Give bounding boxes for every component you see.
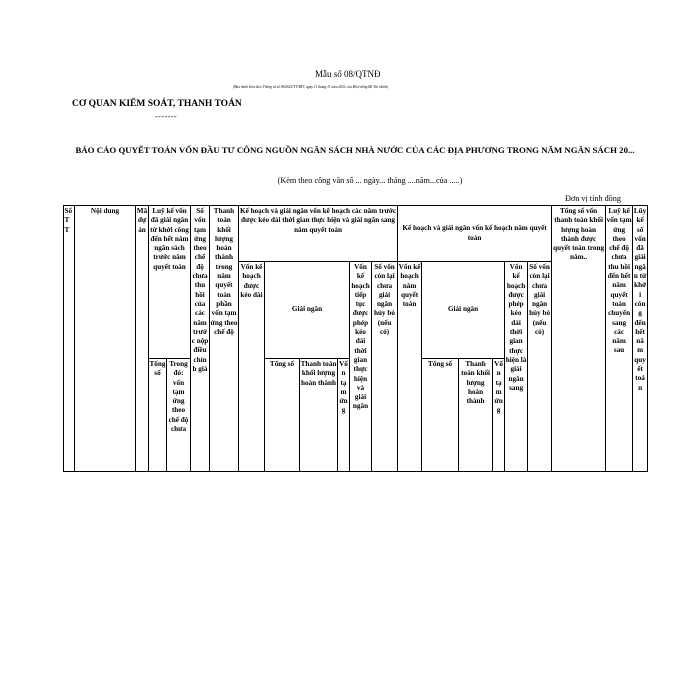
header-cur-total: Tổng số bbox=[422, 359, 459, 472]
header-prev-disbursement: Giải ngân bbox=[265, 262, 350, 359]
header-prev-advance: Vốn tạm ứng bbox=[338, 359, 350, 472]
header-cumulative-advance-unrecovered: Luỹ kế vốn tạm ứng theo chế độ chưa thu hồi đến hết năm quyết toán chuyển sang các năm sau bbox=[606, 206, 633, 472]
header-cumulative-advance: Trong đó: vốn tạm ứng theo chế độ chưa bbox=[167, 359, 191, 472]
header-content: Nội dung bbox=[75, 206, 136, 472]
unit-label: Đơn vị tính đồng bbox=[565, 194, 621, 203]
header-cur-advance: Vốn tạm ứng bbox=[493, 359, 505, 472]
agency-name: CƠ QUAN KIỂM SOÁT, THANH TOÁN bbox=[72, 99, 242, 109]
report-title: BÁO CÁO QUYẾT TOÁN VỐN ĐẦU TƯ CÔNG NGUỒN NGÂN SÁCH NHÀ NƯỚC CỦA CÁC ĐỊA PHƯƠNG TRONG NĂM NGÂN SÁCH 20... bbox=[75, 145, 635, 155]
header-advance-unrecovered: Số vốn tạm ứng theo chế độ chưa thu hồi của các năm trước nộp điều chỉnh giả bbox=[191, 206, 210, 472]
header-cur-plan: Vốn kế hoạch năm quyết toán bbox=[398, 262, 422, 472]
header-current-year-group: Kế hoạch và giải ngân vốn kế hoạch năm quyết toán bbox=[398, 206, 552, 262]
header-advance-recovered: Thanh toán khối lượng hoàn thành trong năm quyết toán phần vốn tạm ứng theo chế độ bbox=[210, 206, 239, 472]
header-prev-years-group: Kế hoạch và giải ngân vốn kế hoạch các năm trước được kéo dài thời gian thực hiện và giải ngân sang năm quyết toán bbox=[239, 206, 398, 262]
settlement-table bbox=[63, 205, 648, 472]
header-cumulative-disbursed-end: Lũy kế số vốn đã giải ngân từ khởi công đến hết năm quyết toán bbox=[633, 206, 648, 472]
header-cumulative-disbursed: Luỹ kế vốn đã giải ngân từ khởi công đến hết năm ngân sách trước năm quyết toán bbox=[149, 206, 191, 359]
header-cumulative-total: Tổng số bbox=[149, 359, 167, 472]
issuance-note: (Ban hành kèm theo Thông tư số 96/2021/TT-BTC ngày 11 tháng 11 năm 2021 của Bộ trưởng Bộ Tài chính) bbox=[233, 85, 389, 89]
header-cur-remaining: Số vốn còn lại chưa giải ngân hủy bỏ (nếu có) bbox=[528, 262, 552, 472]
header-cur-completed-payment: Thanh toán khối lượng hoàn thành bbox=[459, 359, 493, 472]
header-prev-total: Tổng số bbox=[265, 359, 300, 472]
header-stt: Số TT bbox=[64, 206, 75, 472]
header-cur-extended: Vốn kế hoạch được phép kéo dài thời gian thực hiện là giải ngân sang bbox=[505, 262, 528, 472]
agency-divider: ------- bbox=[155, 112, 178, 121]
header-project-code: Mã dự án bbox=[136, 206, 149, 472]
header-prev-remaining: Số vốn còn lại chưa giải ngân hủy bỏ (nếu có) bbox=[372, 262, 398, 472]
header-cur-disbursement: Giải ngân bbox=[422, 262, 505, 359]
report-subtitle: (Kèm theo công văn số ... ngày... tháng ....năm...của .....) bbox=[277, 176, 463, 185]
header-prev-completed-payment: Thanh toán khối lượng hoàn thành bbox=[300, 359, 338, 472]
form-code: Mẫu số 08/QTNĐ bbox=[315, 69, 381, 79]
header-prev-extended: Vốn kế hoạch tiếp tục được phép kéo dài thời gian thực hiện và giải ngân bbox=[350, 262, 372, 472]
header-total-settled: Tổng số vốn thanh toán khối lượng hoàn thành được quyết toán trong năm.. bbox=[552, 206, 606, 472]
header-prev-plan: Vốn kế hoạch được kéo dài bbox=[239, 262, 265, 472]
